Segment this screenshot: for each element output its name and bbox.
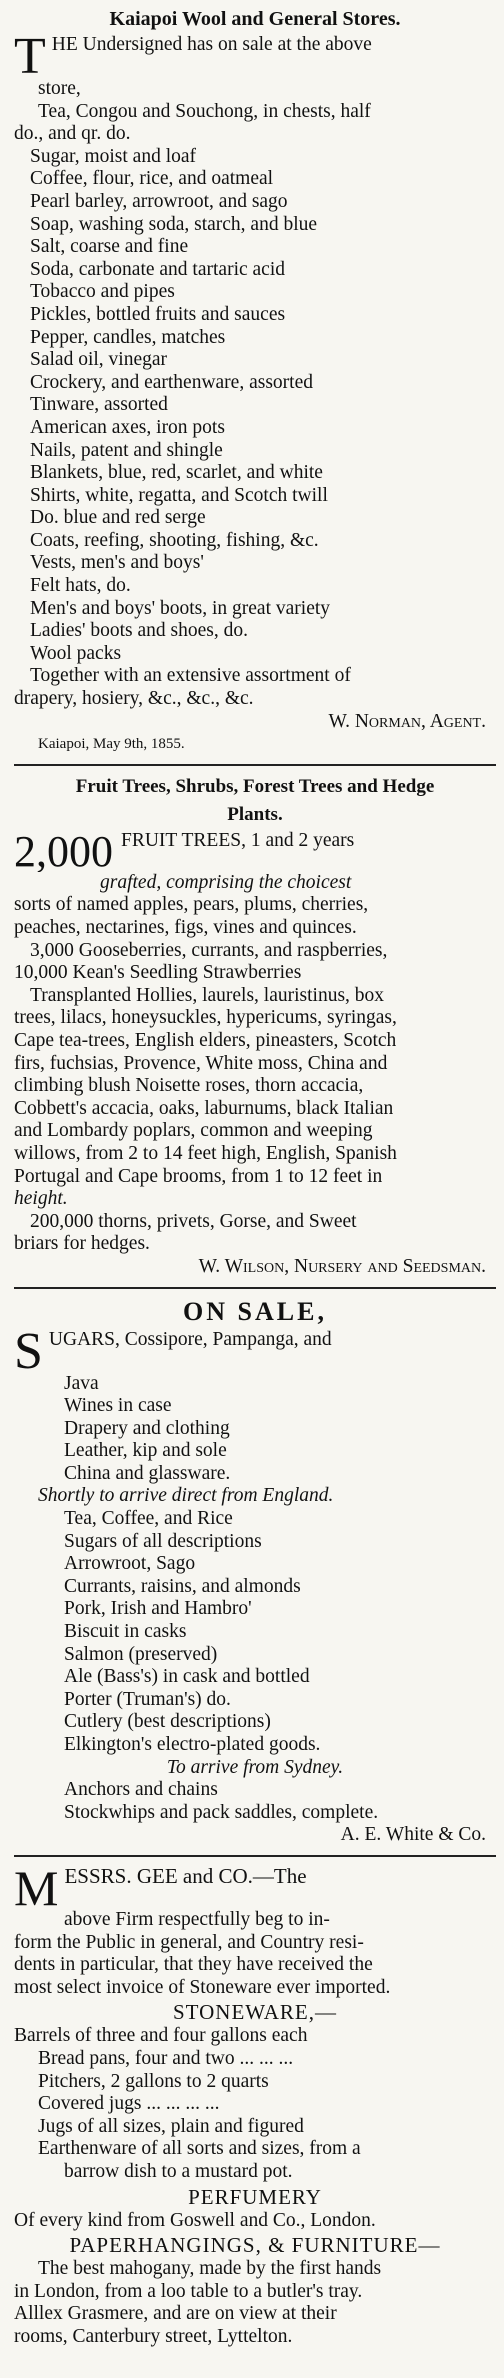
dateline: Kaiapoi, May 9th, 1855.	[38, 736, 185, 753]
section-subhead: Shortly to arrive direct from England.	[38, 1485, 334, 1507]
list-item: The best mahogany, made by the first hands	[38, 2258, 382, 2280]
section-subhead: PERFUMERY	[188, 2184, 322, 2209]
list-item: Pitchers, 2 gallons to 2 quarts	[38, 2070, 269, 2092]
list-item: rooms, Canterbury street, Lyttelton.	[14, 2325, 293, 2347]
list-item: Arrowroot, Sago	[64, 1553, 196, 1575]
list-item: Nails, patent and shingle	[30, 439, 223, 461]
list-item: Salmon (preserved)	[64, 1643, 218, 1665]
list-item: Barrels of three and four gallons each	[14, 2025, 308, 2047]
list-item: Tinware, assorted	[30, 394, 168, 416]
list-item: Wool packs	[30, 642, 122, 664]
ad-intro-line	[14, 34, 496, 78]
list-item: Bread pans, four and two ... ... ...	[38, 2047, 294, 2069]
divider	[14, 764, 496, 766]
kaiapoi-stores-ad	[14, 6, 496, 756]
list-item: Soap, washing soda, starch, and blue	[30, 213, 318, 235]
intro-text: grafted, comprising the choicest	[100, 871, 352, 893]
list-item: Vests, men's and boys'	[30, 552, 204, 574]
drop-cap: S	[14, 1328, 43, 1373]
list-item: Cobbett's accacia, oaks, laburnums, black Italian	[14, 1097, 394, 1119]
list-item: Felt hats, do.	[30, 575, 131, 597]
list-item: Cutlery (best descriptions)	[64, 1711, 271, 1733]
ad-heading: Plants.	[227, 803, 283, 825]
list-item: Biscuit in casks	[64, 1621, 187, 1643]
ad-intro-line	[14, 1329, 496, 1373]
divider	[14, 1855, 496, 1857]
list-item: Portugal and Cape brooms, from 1 to 12 feet in	[14, 1165, 383, 1187]
list-item: Coats, reefing, shooting, fishing, &c.	[30, 529, 319, 551]
ad-heading: ON SALE,	[183, 1296, 327, 1326]
list-item: Elkington's electro-plated goods.	[64, 1734, 321, 1755]
list-item: 3,000 Gooseberries, currants, and raspberries,	[30, 939, 388, 961]
list-item: Porter (Truman's) do.	[64, 1688, 231, 1710]
intro-text: HE Undersigned has on sale at the above	[51, 34, 372, 55]
list-item: peaches, nectarines, figs, vines and quinces.	[14, 917, 357, 938]
list-item: Ladies' boots and shoes, do.	[30, 620, 248, 642]
list-item: Coffee, flour, rice, and oatmeal	[30, 168, 274, 190]
list-item: Sugar, moist and loaf	[30, 145, 197, 167]
list-item: briars for hedges.	[14, 1233, 150, 1255]
list-item: trees, lilacs, honeysuckles, hypericums, syringas,	[14, 1007, 397, 1029]
list-item: climbing blush Noisette roses, thorn accacia,	[14, 1075, 364, 1097]
list-item: Currants, raisins, and almonds	[64, 1575, 301, 1597]
gee-and-co-ad	[14, 1865, 496, 2349]
intro-text: Java	[64, 1372, 99, 1394]
list-item: Sugars of all descriptions	[64, 1530, 262, 1552]
list-item: Stockwhips and pack saddles, complete.	[64, 1801, 379, 1823]
intro-text: store,	[38, 78, 81, 99]
list-item: Shirts, white, regatta, and Scotch twill	[30, 484, 328, 506]
list-item: sorts of named apples, pears, plums, cherries,	[14, 894, 369, 916]
list-item: China and glassware.	[64, 1462, 231, 1484]
list-item: Tea, Coffee, and Rice	[64, 1508, 233, 1530]
intro-text: ESSRS. GEE and CO.—The	[64, 1864, 307, 1888]
list-item: Men's and boys' boots, in great variety	[30, 597, 331, 619]
list-item: American axes, iron pots	[30, 416, 225, 438]
list-item: form the Public in general, and Country resi-	[14, 1931, 364, 1953]
list-item: barrow dish to a mustard pot.	[64, 2160, 293, 2182]
list-item: Cape tea-trees, English elders, pineasters, Scotch	[14, 1029, 397, 1051]
list-item: Earthenware of all sorts and sizes, from a	[38, 2138, 361, 2160]
list-item: Of every kind from Goswell and Co., London.	[14, 2209, 376, 2231]
list-item: Salad oil, vinegar	[30, 349, 168, 371]
list-item: firs, fuchsias, Provence, White moss, China and	[14, 1052, 388, 1074]
list-item: Anchors and chains	[64, 1779, 218, 1801]
intro-text: UGARS, Cossipore, Pampanga, and	[48, 1328, 332, 1350]
list-item: Do. blue and red serge	[30, 507, 206, 529]
intro-text: above Firm respectfully beg to in-	[64, 1908, 330, 1930]
ad-heading: Kaiapoi Wool and General Stores.	[109, 8, 401, 30]
ad-intro-line	[14, 1865, 496, 1909]
section-subhead: To arrive from Sydney.	[166, 1756, 344, 1778]
list-item: Salt, coarse and fine	[30, 236, 189, 258]
list-item: and Lombardy poplars, common and weeping	[14, 1120, 373, 1142]
list-item: Crockery, and earthenware, assorted	[30, 371, 313, 393]
list-item: in London, from a loo table to a butler's tray.	[14, 2280, 363, 2302]
divider	[14, 1287, 496, 1289]
list-item: Blankets, blue, red, scarlet, and white	[30, 462, 323, 484]
list-item: Pepper, candles, matches	[30, 326, 226, 348]
list-item: Covered jugs ... ... ... ...	[38, 2093, 220, 2115]
list-item: 200,000 thorns, privets, Gorse, and Sweet	[30, 1210, 357, 1232]
section-subhead: PAPERHANGINGS, & FURNITURE—	[69, 2233, 441, 2258]
list-item: Jugs of all sizes, plain and figured	[38, 2115, 304, 2137]
on-sale-ad	[14, 1297, 496, 1847]
list-item: most select invoice of Stoneware ever imported.	[14, 1976, 391, 1998]
list-item: Soda, carbonate and tartaric acid	[30, 258, 285, 280]
list-item: willows, from 2 to 14 feet high, English, Spanish	[14, 1142, 397, 1164]
list-item: Together with an extensive assortment of	[30, 665, 351, 687]
list-item: 10,000 Kean's Seedling Strawberries	[14, 962, 302, 984]
big-number: 2,000	[14, 829, 113, 872]
list-item: Leather, kip and sole	[64, 1440, 227, 1462]
list-item: Alllex Grasmere, and are on view at their	[14, 2303, 337, 2325]
list-item: Drapery and clothing	[64, 1417, 230, 1439]
list-item: Wines in case	[64, 1395, 172, 1417]
list-item: drapery, hosiery, &c., &c., &c.	[14, 688, 254, 710]
section-subhead: STONEWARE,—	[172, 2000, 338, 2025]
list-item: Tobacco and pipes	[30, 281, 175, 303]
list-item: dents in particular, that they have received the	[14, 1954, 373, 1976]
ad-intro-line	[14, 830, 496, 872]
ad-heading: Fruit Trees, Shrubs, Forest Trees and Hedge	[75, 775, 435, 797]
drop-cap: M	[14, 1864, 59, 1909]
list-item: Tea, Congou and Souchong, in chests, half	[38, 100, 371, 122]
ad-signature: W. Norman, Agent.	[328, 710, 486, 732]
ad-signature: W. Wilson, Nursery and Seedsman.	[198, 1255, 486, 1277]
intro-text: FRUIT TREES, 1 and 2 years	[121, 829, 355, 851]
list-item: Pickles, bottled fruits and sauces	[30, 303, 286, 325]
list-item: Pearl barley, arrowroot, and sago	[30, 190, 288, 212]
ad-signature: A. E. White & Co.	[340, 1824, 486, 1846]
list-item: Ale (Bass's) in cask and bottled	[64, 1666, 310, 1688]
list-item: do., and qr. do.	[14, 123, 131, 145]
list-item: Pork, Irish and Hambro'	[64, 1598, 252, 1620]
list-item: Transplanted Hollies, laurels, lauristinus, box	[30, 984, 385, 1006]
list-item: height.	[14, 1188, 68, 1210]
fruit-trees-ad	[14, 774, 496, 1279]
drop-cap: T	[14, 34, 46, 78]
